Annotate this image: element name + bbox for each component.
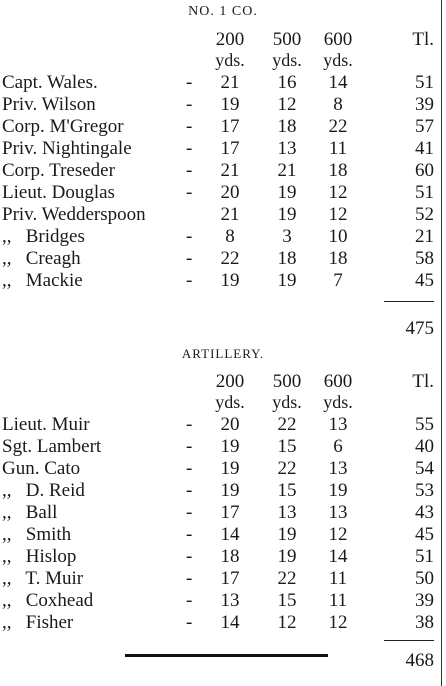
shooter-name: Lieut. Douglas [2, 182, 115, 203]
score-200: 17 [220, 502, 240, 523]
score-500: 15 [277, 436, 297, 457]
score-600: 14 [328, 72, 348, 93]
score-200: 17 [220, 568, 240, 589]
shooter-name: ,, T. Muir [2, 568, 84, 589]
score-row [0, 546, 446, 568]
score-total: 60 [415, 160, 434, 181]
score-600: 12 [328, 182, 348, 203]
score-600: 6 [333, 436, 343, 457]
score-200: 19 [220, 436, 240, 457]
shooter-name: Gun. Cato [2, 458, 81, 479]
score-total: 43 [415, 502, 434, 523]
score-500: 12 [277, 94, 297, 115]
leader-dash: - [186, 72, 193, 93]
section-title-no1-co: NO. 1 CO. [188, 4, 258, 19]
score-row [0, 248, 446, 270]
score-600: 22 [328, 116, 348, 137]
header-500: 500 yds. [272, 29, 302, 70]
score-200: 20 [220, 414, 240, 435]
score-500: 12 [277, 612, 297, 633]
shooter-name: Priv. Nightingale [2, 138, 132, 159]
leader-dash: - [186, 568, 193, 589]
score-600: 19 [328, 480, 348, 501]
sum-rule [384, 301, 434, 302]
leader-dash: - [186, 590, 193, 611]
score-500: 19 [277, 546, 297, 567]
score-row [0, 480, 446, 502]
score-total: 57 [415, 116, 434, 137]
score-row [0, 72, 446, 94]
shooter-name: Lieut. Muir [2, 414, 90, 435]
score-200: 21 [220, 72, 240, 93]
closing-rule [125, 654, 328, 657]
score-500: 13 [277, 138, 297, 159]
score-row [0, 226, 446, 248]
leader-dash: - [186, 612, 193, 633]
shooter-name: Priv. Wilson [2, 94, 96, 115]
leader-dash: - [186, 436, 193, 457]
score-200: 19 [220, 270, 240, 291]
score-row [0, 612, 446, 634]
sum-rule [384, 640, 434, 641]
score-total: 54 [415, 458, 434, 479]
score-row [0, 568, 446, 590]
score-500: 3 [282, 226, 292, 247]
score-total: 45 [415, 524, 434, 545]
leader-dash: - [186, 480, 193, 501]
score-600: 13 [328, 414, 348, 435]
score-600: 12 [328, 612, 348, 633]
section-sum: 468 [405, 650, 434, 671]
shooter-name: ,, Coxhead [2, 590, 94, 611]
score-200: 21 [220, 204, 240, 225]
score-500: 15 [277, 590, 297, 611]
score-600: 13 [328, 458, 348, 479]
score-total: 40 [415, 436, 434, 457]
header-500: 500 yds. [272, 371, 302, 412]
score-200: 19 [220, 458, 240, 479]
score-500: 21 [277, 160, 297, 181]
score-total: 53 [415, 480, 434, 501]
score-200: 21 [220, 160, 240, 181]
score-total: 51 [415, 546, 434, 567]
section-sum: 475 [405, 318, 434, 339]
score-200: 14 [220, 524, 240, 545]
leader-dash: - [186, 546, 193, 567]
leader-dash: - [186, 458, 193, 479]
header-200: 200 yds. [215, 371, 245, 412]
shooter-name: ,, D. Reid [2, 480, 85, 501]
leader-dash: - [186, 270, 193, 291]
score-200: 8 [225, 226, 235, 247]
score-500: 18 [277, 248, 297, 269]
leader-dash: - [186, 160, 193, 181]
score-200: 19 [220, 480, 240, 501]
score-total: 39 [415, 590, 434, 611]
score-200: 19 [220, 94, 240, 115]
score-600: 11 [328, 138, 348, 159]
score-row [0, 458, 446, 480]
section-title-artillery: ARTILLERY. [181, 346, 265, 361]
score-600: 18 [328, 248, 348, 269]
shooter-name: ,, Smith [2, 524, 72, 545]
score-total: 51 [415, 72, 434, 93]
score-600: 10 [328, 226, 348, 247]
leader-dash: - [186, 182, 193, 203]
shooter-name: Capt. Wales. [2, 72, 98, 93]
score-500: 22 [277, 414, 297, 435]
score-total: 45 [415, 270, 434, 291]
score-total: 21 [415, 226, 434, 247]
score-600: 14 [328, 546, 348, 567]
score-600: 7 [333, 270, 343, 291]
score-600: 12 [328, 524, 348, 545]
leader-dash: - [186, 226, 193, 247]
score-200: 14 [220, 612, 240, 633]
score-row [0, 94, 446, 116]
score-row [0, 414, 446, 436]
leader-dash: - [186, 138, 193, 159]
score-500: 19 [277, 204, 297, 225]
score-total: 58 [415, 248, 434, 269]
score-total: 39 [415, 94, 434, 115]
score-row [0, 590, 446, 612]
header-200: 200 yds. [215, 29, 245, 70]
leader-dash: - [186, 116, 193, 137]
shooter-name: ,, Hislop [2, 546, 77, 567]
score-600: 18 [328, 160, 348, 181]
score-500: 19 [277, 524, 297, 545]
score-row [0, 204, 446, 226]
score-row [0, 524, 446, 546]
leader-dash: - [186, 414, 193, 435]
score-200: 17 [220, 138, 240, 159]
score-600: 11 [328, 590, 348, 611]
score-total: 50 [415, 568, 434, 589]
score-500: 15 [277, 480, 297, 501]
score-600: 8 [333, 94, 343, 115]
score-total: 55 [415, 414, 434, 435]
leader-dash: - [186, 248, 193, 269]
score-600: 12 [328, 204, 348, 225]
score-row [0, 160, 446, 182]
score-200: 17 [220, 116, 240, 137]
shooter-name: ,, Creagh [2, 248, 81, 269]
score-200: 20 [220, 182, 240, 203]
score-row [0, 182, 446, 204]
score-row [0, 116, 446, 138]
shooter-name: ,, Ball [2, 502, 58, 523]
header-600: 600 yds. [323, 371, 353, 412]
score-500: 22 [277, 458, 297, 479]
score-row [0, 138, 446, 160]
shooter-name: Corp. M'Gregor [2, 116, 124, 137]
header-total: Tl. [412, 371, 434, 392]
score-600: 13 [328, 502, 348, 523]
shooter-name: ,, Bridges [2, 226, 85, 247]
score-total: 51 [415, 182, 434, 203]
shooter-name: Sgt. Lambert [2, 436, 102, 457]
score-500: 16 [277, 72, 297, 93]
score-200: 13 [220, 590, 240, 611]
score-500: 19 [277, 182, 297, 203]
score-total: 41 [415, 138, 434, 159]
score-200: 18 [220, 546, 240, 567]
score-row [0, 502, 446, 524]
score-200: 22 [220, 248, 240, 269]
score-row [0, 436, 446, 458]
score-500: 22 [277, 568, 297, 589]
shooter-name: ,, Fisher [2, 612, 74, 633]
score-row [0, 270, 446, 292]
score-total: 52 [415, 204, 434, 225]
score-500: 13 [277, 502, 297, 523]
score-total: 38 [415, 612, 434, 633]
leader-dash: - [186, 502, 193, 523]
header-total: Tl. [412, 29, 434, 50]
leader-dash: - [186, 524, 193, 545]
shooter-name: Priv. Wedderspoon [2, 204, 146, 225]
score-600: 11 [328, 568, 348, 589]
leader-dash: - [186, 94, 193, 115]
header-600: 600 yds. [323, 29, 353, 70]
shooter-name: ,, Mackie [2, 270, 83, 291]
score-500: 19 [277, 270, 297, 291]
shooter-name: Corp. Treseder [2, 160, 115, 181]
score-500: 18 [277, 116, 297, 137]
